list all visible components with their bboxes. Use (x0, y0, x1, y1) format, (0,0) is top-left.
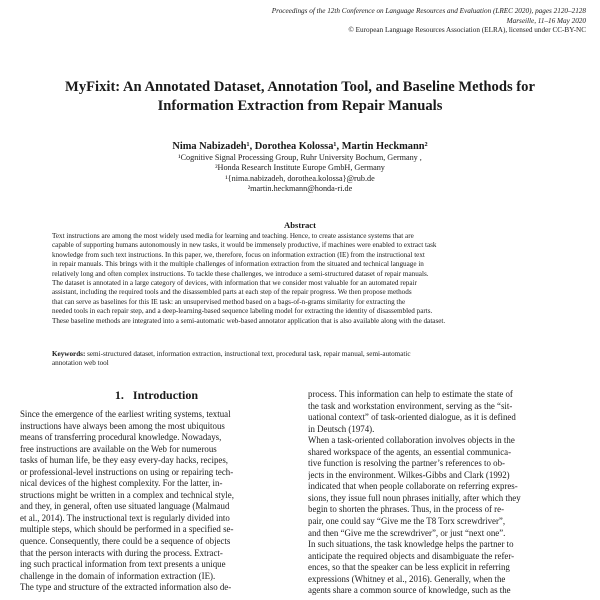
abstract-line: These baseline methods are integrated into a semi-automatic web-based annotator application that is also available along with the dataset. (52, 316, 446, 325)
body-text-line: tive function is resolving the partner’s references to ob- (308, 458, 505, 469)
body-text-line: In such situations, the task knowledge helps the partner to (308, 539, 514, 550)
body-text-line: Since the emergence of the earliest writing systems, textual (20, 409, 231, 419)
body-text-line: the task and workstation environment, serving as the “sit- (308, 400, 513, 411)
body-text-line: tasks of human life, be they easy every-day hacks, recipes, (20, 455, 228, 466)
proceedings-line: Proceedings of the 12th Conference on Language Resources and Evaluation (LREC 2020), pages 2120–2128 (271, 7, 586, 15)
body-text-line: uational context” of task-oriented dialogue, as it is defined (308, 412, 516, 423)
body-text-line: indicated that when people collaborate on referring expres- (308, 481, 518, 492)
body-text-line: or professional-level instructions on using or repairing tech- (20, 466, 234, 477)
body-text-line: jects in the environment. Wilkes-Gibbs and Clark (1992) (308, 469, 510, 480)
abstract-body (52, 232, 550, 326)
body-text-line: process. This information can help to estimate the state of (308, 389, 513, 399)
body-text-line: quence. Consequently, there could be a sequence of objects (20, 536, 231, 547)
keywords-label: Keywords: (52, 350, 86, 358)
abstract-line: relatively long and often complex instructions. To tackle these challenges, we introduce a semi-structured dataset of repair manuals. (52, 269, 429, 278)
proceedings-header (166, 7, 586, 36)
body-text-line: begin to shorten the phrases. Thus, in the process of re- (308, 504, 505, 515)
body-text-line: multiple steps, which should be performed in a specified se- (20, 524, 234, 535)
section-heading (20, 388, 293, 403)
body-text-line: agents share a common source of knowledge, such as the (308, 585, 511, 596)
author-list: Nima Nabizadeh¹, Dorothea Kolossa¹, Martin Heckmann² (172, 141, 428, 152)
right-column (308, 389, 581, 597)
body-text-line: challenge in the domain of information extraction (IE). (20, 570, 216, 581)
section-number: 1. (114, 388, 124, 402)
abstract-line: The dataset is annotated in a large category of devices, with information that we consider most valuable for an automated repair (52, 279, 417, 288)
body-text-line: sions, they issue full noun phrases initially, after which they (308, 492, 521, 503)
abstract-line: knowledge from such text instructions. In this paper, we, therefore, focus on information extraction (IE) from the instructional text (52, 250, 425, 259)
body-text-line: The type and structure of the extracted information also de- (20, 582, 232, 593)
keywords (52, 350, 550, 369)
keywords-text: annotation web tool (52, 359, 109, 368)
body-text-line: anticipate the required objects and disambiguate the refer- (308, 550, 515, 561)
body-text-line: nical devices of the highest complexity. For the latter, in- (20, 478, 223, 489)
title-line: Information Extraction from Repair Manuals (157, 98, 443, 114)
abstract-heading: Abstract (284, 220, 316, 230)
section-title: Introduction (132, 388, 199, 402)
license-line: © European Language Resources Association (ELRA), licensed under CC-BY-NC (348, 26, 586, 35)
body-text-line: pair, one could say “Give me the T8 Torx screwdriver”, (308, 516, 506, 527)
abstract-line: in repair manuals. This brings with it the multiple challenges of information extraction from the situated and technical language in (52, 260, 424, 269)
body-text-line: structions might be written in a complex and technical style, (20, 489, 234, 500)
abstract-line: capable of supporting humans autonomously in new tasks, it would be immensely productive, if machines were enabled to extract task (52, 241, 437, 250)
body-text-line: means of transferring procedural knowledge. Nowadays, (20, 432, 222, 443)
body-text-line: instructions have always been among the most ubiquitous (20, 420, 225, 431)
abstract-line: assistant, including the required tools and the disassembled parts at each step of the repair progress. We then propose methods (52, 288, 412, 297)
paper-title (20, 78, 580, 116)
body-text-line: and then “Give me the screwdriver”, or just “next one”. (308, 527, 506, 538)
body-text-line: shared workspace of the agents, an essential communica- (308, 446, 512, 457)
keywords-text: semi-structured dataset, information extraction, instructional text, procedural task, repair manual, semi-automatic (85, 350, 411, 358)
affiliation-line: ²Honda Research Institute Europe GmbH, Germany (215, 163, 385, 173)
email-line: ¹{nima.nabizadeh, dorothea.kolossa}@rub.de (225, 173, 375, 183)
title-line: MyFixit: An Annotated Dataset, Annotation Tool, and Baseline Methods for (65, 79, 535, 95)
affiliations (20, 153, 580, 194)
body-text-line: et al., 2014). The instructional text is regularly divided into (20, 512, 230, 523)
left-column (20, 409, 293, 594)
body-text-line: free instructions are available on the Web for numerous (20, 443, 217, 454)
affiliation-line: ¹Cognitive Signal Processing Group, Ruhr University Bochum, Germany , (178, 153, 422, 162)
body-text-line: ences, so that the speaker can be less explicit in referring (308, 562, 510, 573)
abstract-line: Text instructions are among the most widely used media for learning and teaching. Hence, to create assistance systems that are (52, 232, 414, 240)
body-text-line: that the person interacts with during the process. Extract- (20, 547, 223, 558)
abstract-line: needed tools in each repair step, and a deep-learning-based sequence labeling model for extracting the identity of disassembled parts. (52, 307, 433, 316)
body-text-line: ing such practical information from text presents a unique (20, 559, 226, 570)
venue-line: Marseille, 11–16 May 2020 (506, 16, 586, 25)
body-text-line: When a task-oriented collaboration involves objects in the (308, 435, 515, 446)
email-line: ²martin.heckmann@honda-ri.de (247, 183, 353, 193)
body-text-line: and they, in general, often use situated language (Malmaud (20, 501, 230, 512)
abstract-line: that can serve as baselines for this IE task: an unsupervised method based on a bags-of-n-grams similarity for extracting the (52, 297, 406, 306)
body-text-line: expressions (Whitney et al., 2016). Generally, when the (308, 573, 506, 584)
body-text-line: in Deutsch (1974). (308, 423, 375, 434)
